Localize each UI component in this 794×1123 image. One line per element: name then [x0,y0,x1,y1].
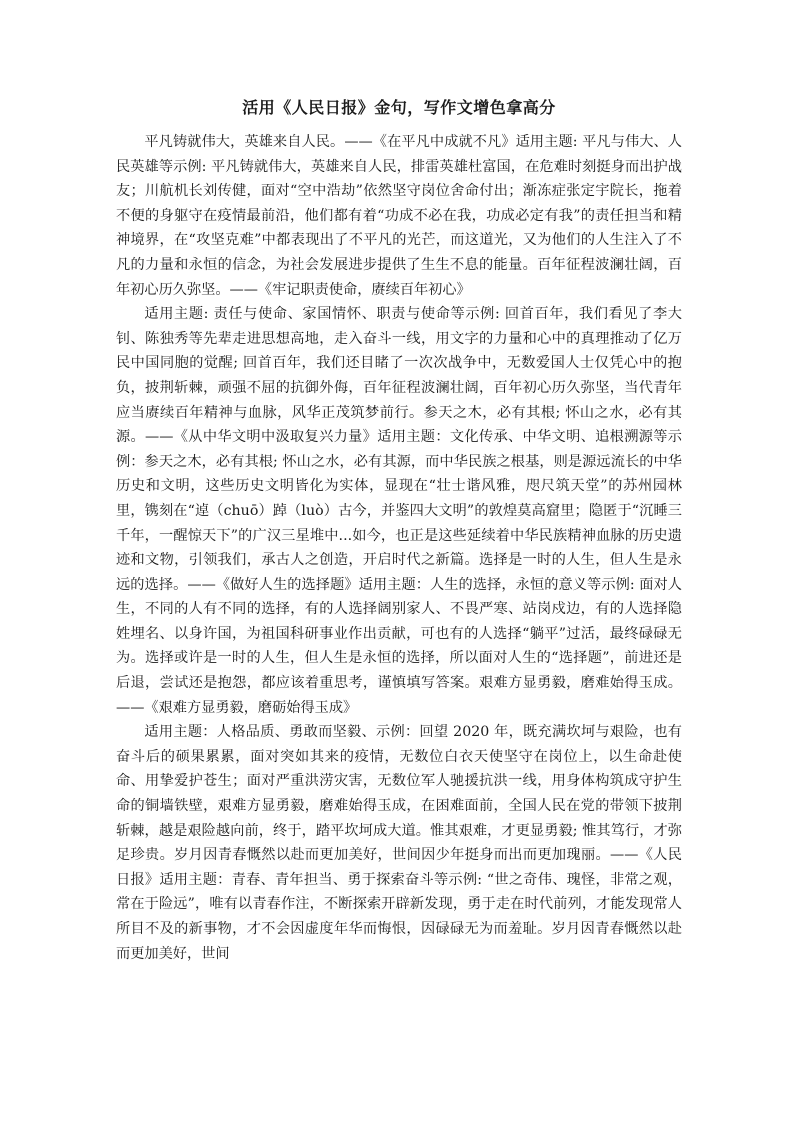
paragraph-2: 适用主题: 责任与使命、家国情怀、职责与使命等示例: 回首百年，我们看见了李大钊、陈独秀等先辈走进思想高地，走入奋斗一线，用文字的力量和心中的真理推动了亿万民中国同胞的觉醒; 回首百年，我们还目睹了一次次战争中，无数爱国人士仅凭心中的抱负，披荆斩棘，顽强不屈的抗御外侮，百年征程波澜壮阔，百年初心历久弥坚，当代青年应当赓续百年精神与血脉，风华正茂筑梦前行。参天之木，必有其根; 怀山之水，必有其源。——《从中华文明中汲取复兴力量》适用主题：文化传承、中华文明、追根溯源等示例：参天之木，必有其根; 怀山之水，必有其源，而中华民族之根基，则是源远流长的中华历史和文明，这些历史文明皆化为实体，显现在“壮士谐风雅，咫尺筑天堂”的苏州园林里，镌刻在“逴（chuō）踔（luò）古今，并鉴四大文明”的敦煌莫高窟里；隐匿于“沉睡三千年，一醒惊天下”的广汉三星堆中...如今，也正是这些延续着中华民族精神血脉的历史遗迹和文物，引领我们，承古人之创造，开启时代之新篇。选择是一时的人生，但人生是永远的选择。——《做好人生的选择题》适用主题：人生的选择，永恒的意义等示例: 面对人生，不同的人有不同的选择，有的人选择阔别家人、不畏严寒、站岗戍边，有的人选择隐姓埋名、以身许国，为祖国科研事业作出贡献，可也有的人选择“躺平”过活，最终碌碌无为。选择或许是一时的人生，但人生是永恒的选择，所以面对人生的“选择题”，前进还是后退，尝试还是抱怨，都应该着重思考，谨慎填写答案。艰难方显勇毅，磨难始得玉成。——《艰难方显勇毅，磨砺始得玉成》 [116,306,682,716]
document-page [116,96,682,966]
paragraph-1: 平凡铸就伟大，英雄来自人民。——《在平凡中成就不凡》适用主题: 平凡与伟大、人民英雄等示例: 平凡铸就伟大，英雄来自人民，排雷英雄杜富国，在危难时刻挺身而出护战友；川航机长刘传健，面对“空中浩劫”依然坚守岗位舍命付出；渐冻症张定宇院长，拖着不便的身躯守在疫情最前沿，他们都有着“功成不必在我，功成必定有我”的责任担当和精神境界，在“攻坚克难”中都表现出了不平凡的光芒，而这道光，又为他们的人生注入了不凡的力量和永恒的信念，为社会发展进步提供了生生不息的能量。百年征程波澜壮阔，百年初心历久弥坚。——《牢记职责使命，赓续百年初心》 [116,134,682,298]
document-title: 活用《人民日报》金句，写作文增色拿高分 [242,98,556,117]
paragraph-3: 适用主题：人格品质、勇敢而坚毅、示例：回望 2020 年，既充满坎坷与艰险，也有奋斗后的硕果累累，面对突如其来的疫情，无数位白衣天使坚守在岗位上，以生命赴使命、用挚爱护苍生；面对严重洪涝灾害，无数位军人驰援抗洪一线，用身体构筑成守护生命的铜墙铁壁，艰难方显勇毅，磨难始得玉成，在困难面前，全国人民在党的带领下披荆斩棘，越是艰险越向前，终于，踏平坎坷成大道。惟其艰难，才更显勇毅; 惟其笃行，才弥足珍贵。岁月因青春慨然以赴而更加美好，世间因少年挺身而出而更加瑰丽。——《人民日报》适用主题：青春、青年担当、勇于探索奋斗等示例: “世之奇伟、瑰怪，非常之观，常在于险远”，唯有以青春作注，不断探索开辟新发现，勇于走在时代前列，才能发现常人所目不及的新事物，才不会因虚度年华而悔恨，因碌碌无为而羞耻。岁月因青春慨然以赴而更加美好，世间 [116,724,682,962]
